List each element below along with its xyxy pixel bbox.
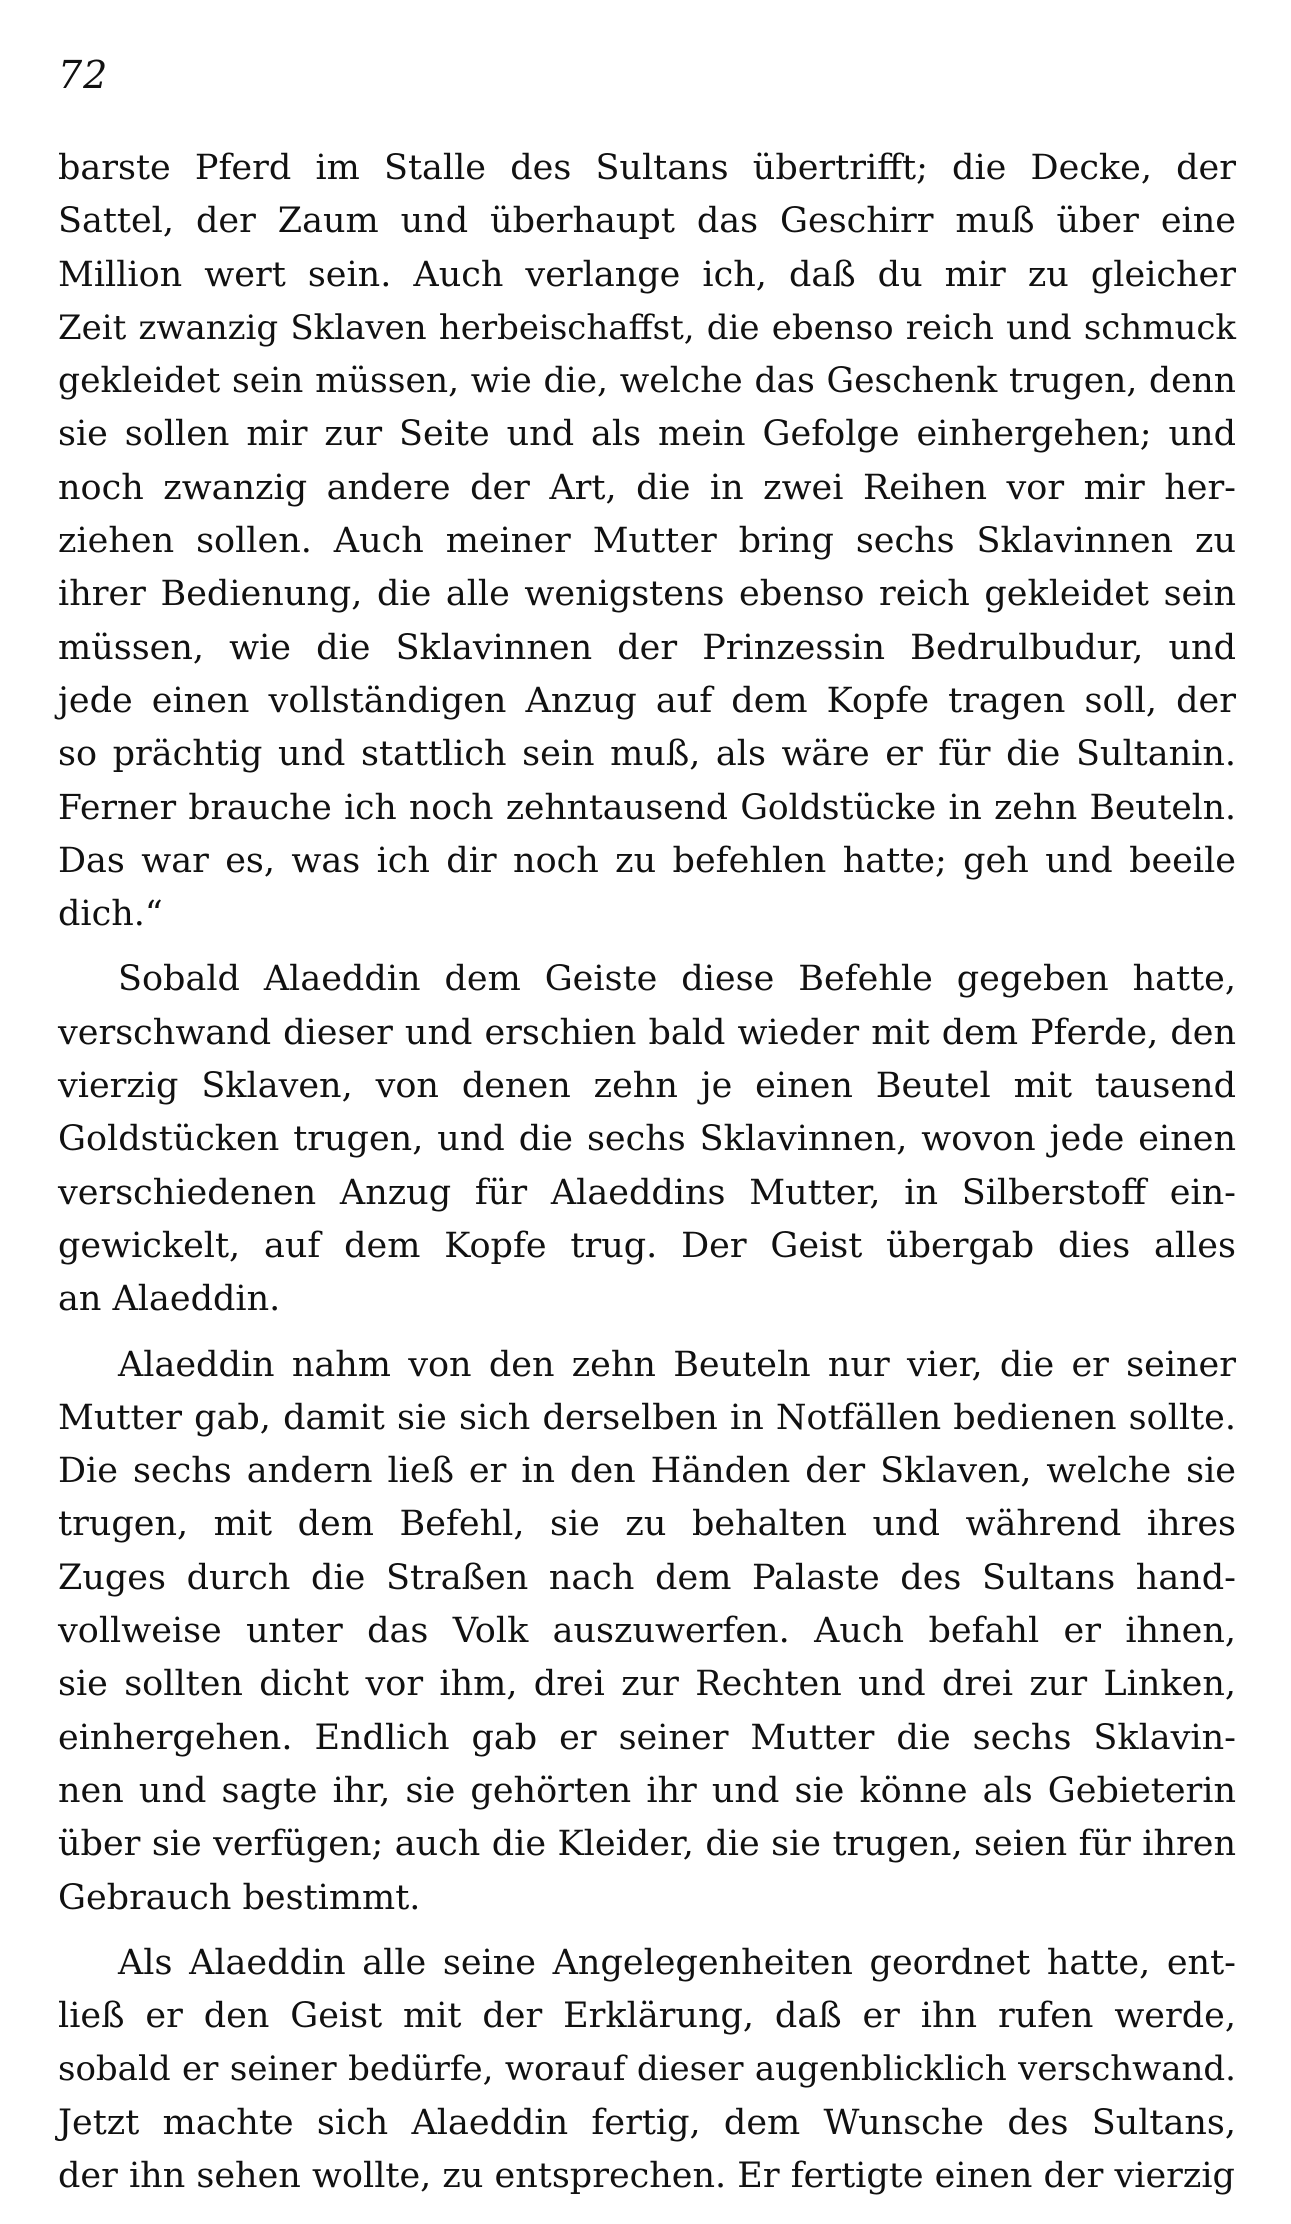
text-line: vollweise unter das Volk auszuwerfen. Auch befahl er ihnen, bbox=[58, 1611, 1236, 1652]
text-line: sie sollten dicht vor ihm, drei zur Rechten und drei zur Linken, bbox=[58, 1664, 1236, 1705]
text-line: einhergehen. Endlich gab er seiner Mutter die sechs Sklavin- bbox=[58, 1717, 1236, 1758]
text-line: Als Alaeddin alle seine Angelegenheiten geordnet hatte, ent- bbox=[118, 1942, 1236, 1983]
text-line: Die sechs andern ließ er in den Händen der Sklaven, welche sie bbox=[58, 1451, 1236, 1492]
paragraph-gap bbox=[58, 941, 1236, 953]
text-line: gewickelt, auf dem Kopfe trug. Der Geist übergab dies alles bbox=[58, 1225, 1236, 1266]
text-line: barste Pferd im Stalle des Sultans übertrifft; die Decke, der bbox=[58, 148, 1236, 188]
paragraph bbox=[58, 1339, 1236, 1925]
text-line: nen und sagte ihr, sie gehörten ihr und sie könne als Gebieterin bbox=[58, 1770, 1236, 1811]
paragraph bbox=[58, 953, 1236, 1326]
text-line: ließ er den Geist mit der Erklärung, daß er ihn rufen werde, bbox=[58, 1996, 1236, 2037]
text-line: müssen, wie die Sklavinnen der Prinzessin Bedrulbudur, und bbox=[58, 627, 1236, 668]
paragraph-gap bbox=[58, 1327, 1236, 1339]
text-line: sie sollen mir zur Seite und als mein Gefolge einhergehen; und bbox=[58, 414, 1236, 455]
text-line: verschwand dieser und erschien bald wieder mit dem Pferde, den bbox=[58, 1012, 1236, 1053]
body-text bbox=[58, 142, 1236, 2203]
text-line: gekleidet sein müssen, wie die, welche das Geschenk trugen, denn bbox=[58, 361, 1236, 402]
text-line: Gebrauch bestimmt. bbox=[58, 1877, 421, 1918]
text-line: ziehen sollen. Auch meiner Mutter bring sechs Sklavinnen zu bbox=[58, 521, 1236, 562]
text-line: sobald er seiner bedürfe, worauf dieser augenblicklich verschwand. bbox=[58, 2049, 1236, 2090]
text-line: Zeit zwanzig Sklaven herbeischaffst, die ebenso reich und schmuck bbox=[58, 307, 1236, 348]
paragraph bbox=[58, 1937, 1236, 2203]
paragraph bbox=[58, 142, 1236, 941]
text-line: an Alaeddin. bbox=[58, 1279, 281, 1320]
text-line: ihrer Bedienung, die alle wenigstens ebenso reich gekleidet sein bbox=[58, 574, 1236, 615]
text-line: Million wert sein. Auch verlange ich, daß du mir zu gleicher bbox=[58, 254, 1236, 295]
text-line: noch zwanzig andere der Art, die in zwei Reihen vor mir her- bbox=[58, 467, 1236, 508]
page-number: 72 bbox=[58, 53, 109, 97]
text-line: Mutter gab, damit sie sich derselben in Notfällen bedienen sollte. bbox=[58, 1397, 1236, 1438]
text-line: verschiedenen Anzug für Alaeddins Mutter, in Silberstoff ein- bbox=[58, 1172, 1236, 1213]
text-line: Alaeddin nahm von den zehn Beuteln nur vier, die er seiner bbox=[118, 1344, 1236, 1385]
text-line: so prächtig und stattlich sein muß, als wäre er für die Sultanin. bbox=[58, 734, 1236, 775]
paragraph-gap bbox=[58, 1925, 1236, 1937]
text-line: der ihn sehen wollte, zu entsprechen. Er fertigte einen der vierzig bbox=[58, 2155, 1235, 2196]
text-line: dich.“ bbox=[58, 894, 163, 935]
text-line: trugen, mit dem Befehl, sie zu behalten und während ihres bbox=[58, 1504, 1236, 1545]
text-line: Sattel, der Zaum und überhaupt das Geschirr muß über eine bbox=[58, 201, 1236, 242]
text-line: Ferner brauche ich noch zehntausend Goldstücke in zehn Beuteln. bbox=[58, 787, 1236, 828]
text-line: über sie verfügen; auch die Kleider, die sie trugen, seien für ihren bbox=[58, 1824, 1236, 1865]
text-line: Zuges durch die Straßen nach dem Palaste des Sultans hand- bbox=[58, 1557, 1236, 1598]
text-line: vierzig Sklaven, von denen zehn je einen Beutel mit tausend bbox=[58, 1066, 1236, 1107]
text-line: Jetzt machte sich Alaeddin fertig, dem Wunsche des Sultans, bbox=[58, 2102, 1236, 2143]
text-line: Goldstücken trugen, und die sechs Sklavinnen, wovon jede einen bbox=[58, 1119, 1236, 1160]
text-line: Das war es, was ich dir noch zu befehlen hatte; geh und beeile bbox=[58, 840, 1236, 881]
text-line: Sobald Alaeddin dem Geiste diese Befehle gegeben hatte, bbox=[118, 959, 1236, 1000]
text-line: jede einen vollständigen Anzug auf dem Kopfe tragen soll, der bbox=[58, 680, 1236, 721]
